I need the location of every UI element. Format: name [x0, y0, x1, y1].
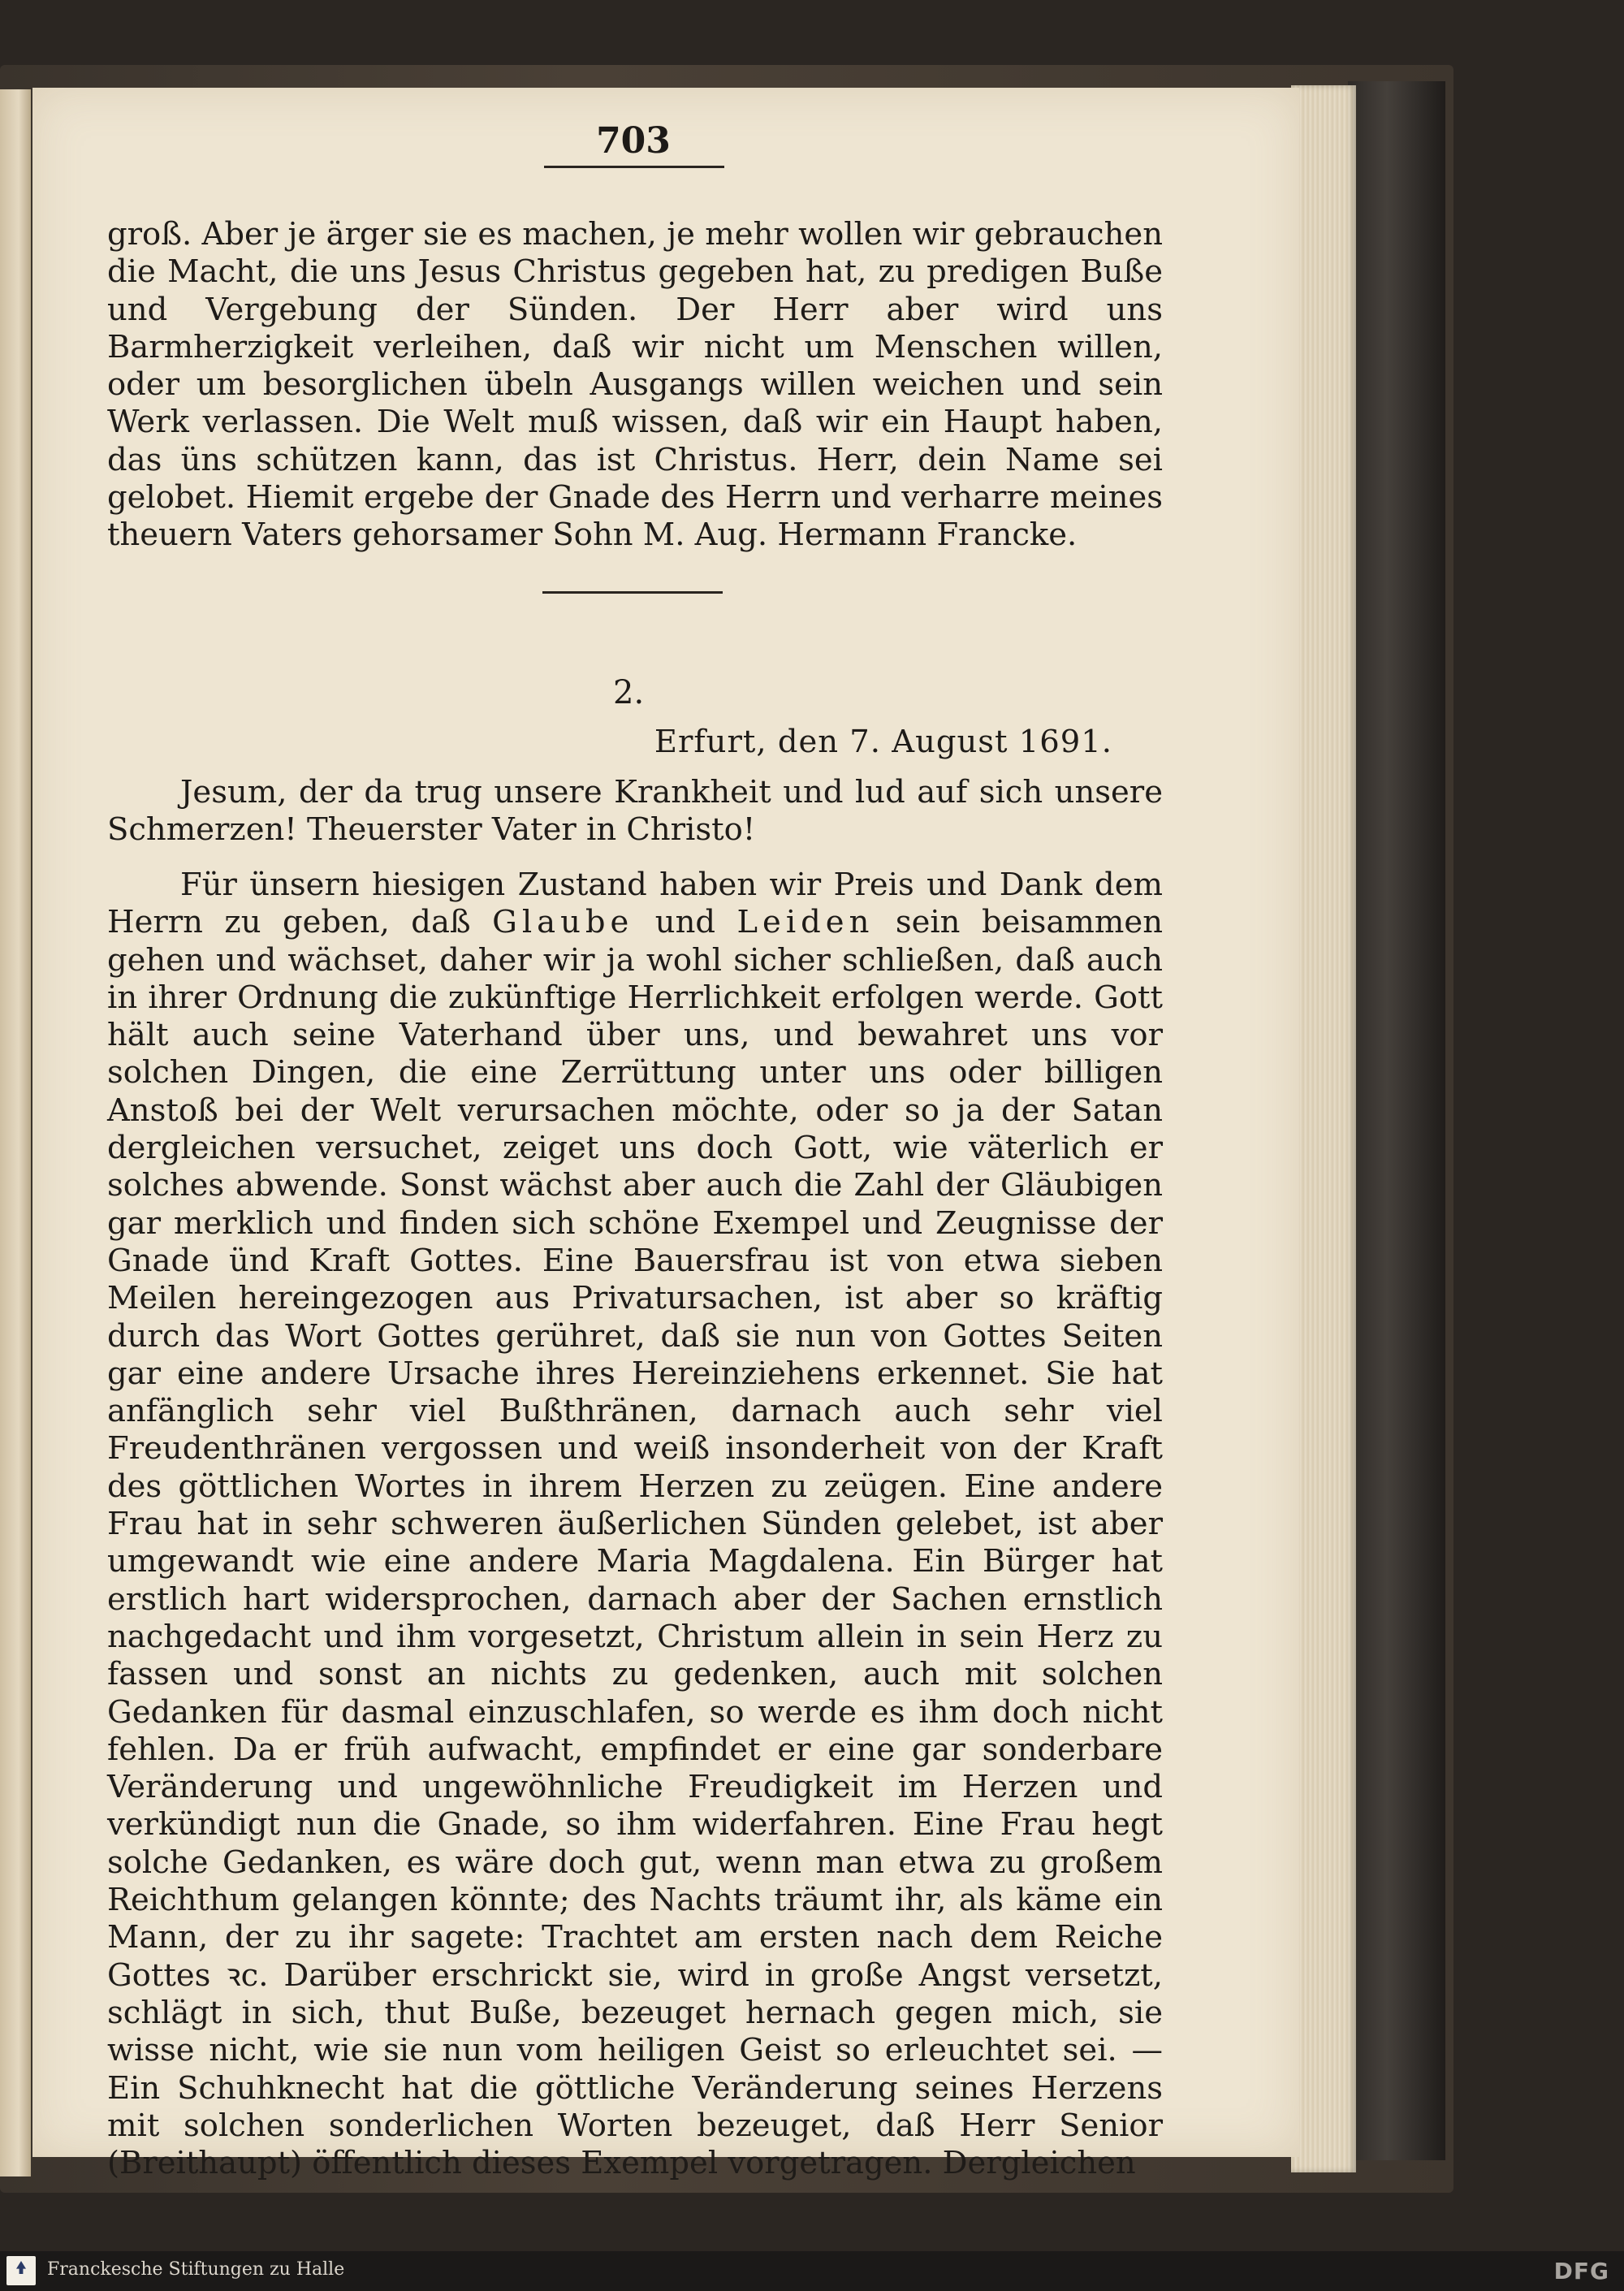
facing-page-edge [0, 89, 31, 2176]
letter-salutation: Jesum, der da trug unsere Krankheit und lud auf sich unsere Schmerzen! Theuerster Vater in Christo! [107, 774, 1163, 849]
dfg-logo: DFG [1553, 2258, 1609, 2285]
top-paragraph: groß. Aber je ärger sie es machen, je mehr wollen wir gebrauchen die Macht, die uns Jesus Christus gegeben hat, zu predigen Buße und Vergebung der Sünden. Der Herr aber wird uns Barmherzigkeit verleihen, daß wir nicht um Menschen willen, oder um besorglichen übeln Ausgangs willen weichen und sein Werk verlassen. Die Welt muß wissen, daß wir ein Haupt haben, das üns schützen kann, das ist Christus. Herr, dein Name sei gelobet. Hiemit ergebe der Gnade des Herrn und verharre meines theuern Vaters gehorsamer Sohn M. Aug. Hermann Francke. [107, 216, 1163, 554]
header-rule [544, 166, 724, 168]
book-cover-edge [1348, 81, 1445, 2160]
emphasis-glaube: Glaube [492, 904, 634, 941]
bleed-through-text [187, 629, 216, 663]
page-number: 703 [596, 120, 671, 162]
section-divider [542, 591, 723, 594]
institution-name: Franckesche Stiftungen zu Halle [47, 2259, 345, 2280]
emphasis-leiden: Leiden [736, 904, 875, 941]
letter-dateline: Erfurt, den 7. August 1691. [654, 724, 1112, 760]
section-number: 2. [613, 674, 645, 711]
page-stack-edge [1291, 85, 1356, 2172]
letter-body [107, 867, 1163, 2182]
institution-logo-icon [6, 2256, 36, 2285]
letter-body-start: Für ünsern hiesigen Zustand haben wir Preis und Dank dem Herrn zu geben, daß [107, 867, 1163, 941]
letter-body-rest: sein beisammen gehen und wächset, daher wir ja wohl sicher schließen, daß auch in ihrer Ordnung die zukünftige Herrlichkeit erfolgen werde. Gott hält auch seine Vaterhand über uns, und bewahret uns vor solchen Dingen, die eine Zerrüttung unter uns oder billigen Anstoß bei der Welt verursachen möchte, oder so ja der Satan dergleichen versuchet, zeiget uns doch Gott, wie väterlich er solches abwende. Sonst wächst aber auch die Zahl der Gläubigen gar merklich und finden sich schöne Exempel und Zeugnisse der Gnade ünd Kraft Gottes. Eine Bauersfrau ist von etwa sieben Meilen hereingezogen aus Privatursachen, ist aber so kräftig durch das Wort Gottes gerühret, daß sie nun von Gottes Seiten gar eine andere Ursache ihres Hereinziehens erkennet. Sie hat anfänglich sehr viel Bußthränen, darnach auch sehr viel Freudenthränen vergossen und weiß insonderheit von der Kraft des göttlichen Wortes in ihrem Herzen zu zeügen. Eine andere Frau hat in sehr schweren äußerlichen Sünden gelebet, ist aber umgewandt wie eine andere Maria Magdalena. Ein Bürger hat erstlich hart widersprochen, darnach aber der Sachen ernstlich nachgedacht und ihm vorgesetzt, Christum allein in sein Herz zu fassen und sonst an nichts zu gedenken, auch mit solchen Gedanken für dasmal einzuschlafen, so werde es ihm doch nicht fehlen. Da er früh aufwacht, empfindet er eine gar sonderbare Veränderung und ungewöhnliche Freudigkeit im Herzen und verkündigt nun die Gnade, so ihm widerfahren. Eine Frau hegt solche Gedanken, es wäre doch gut, wenn man etwa zu großem Reichthum gelangen könnte; des Nachts träumt ihr, als käme ein Mann, der zu ihr sagete: Trachtet am ersten nach dem Reiche Gottes ꝛc. Darüber erschrickt sie, wird in große Angst versetzt, schlägt in sich, thut Buße, bezeuget hernach gegen mich, sie wisse nicht, wie sie nun vom heiligen Geist so erleuchtet sei. — Ein Schuhknecht hat die göttliche Veränderung seines Herzens mit solchen sonderlichen Worten bezeuget, daß Herr Senior (Breithaupt) öffentlich dieses Exempel vorgetragen. Dergleichen [107, 904, 1163, 2182]
viewer-footer [0, 2251, 1624, 2291]
letter-body-und: und [633, 904, 737, 941]
